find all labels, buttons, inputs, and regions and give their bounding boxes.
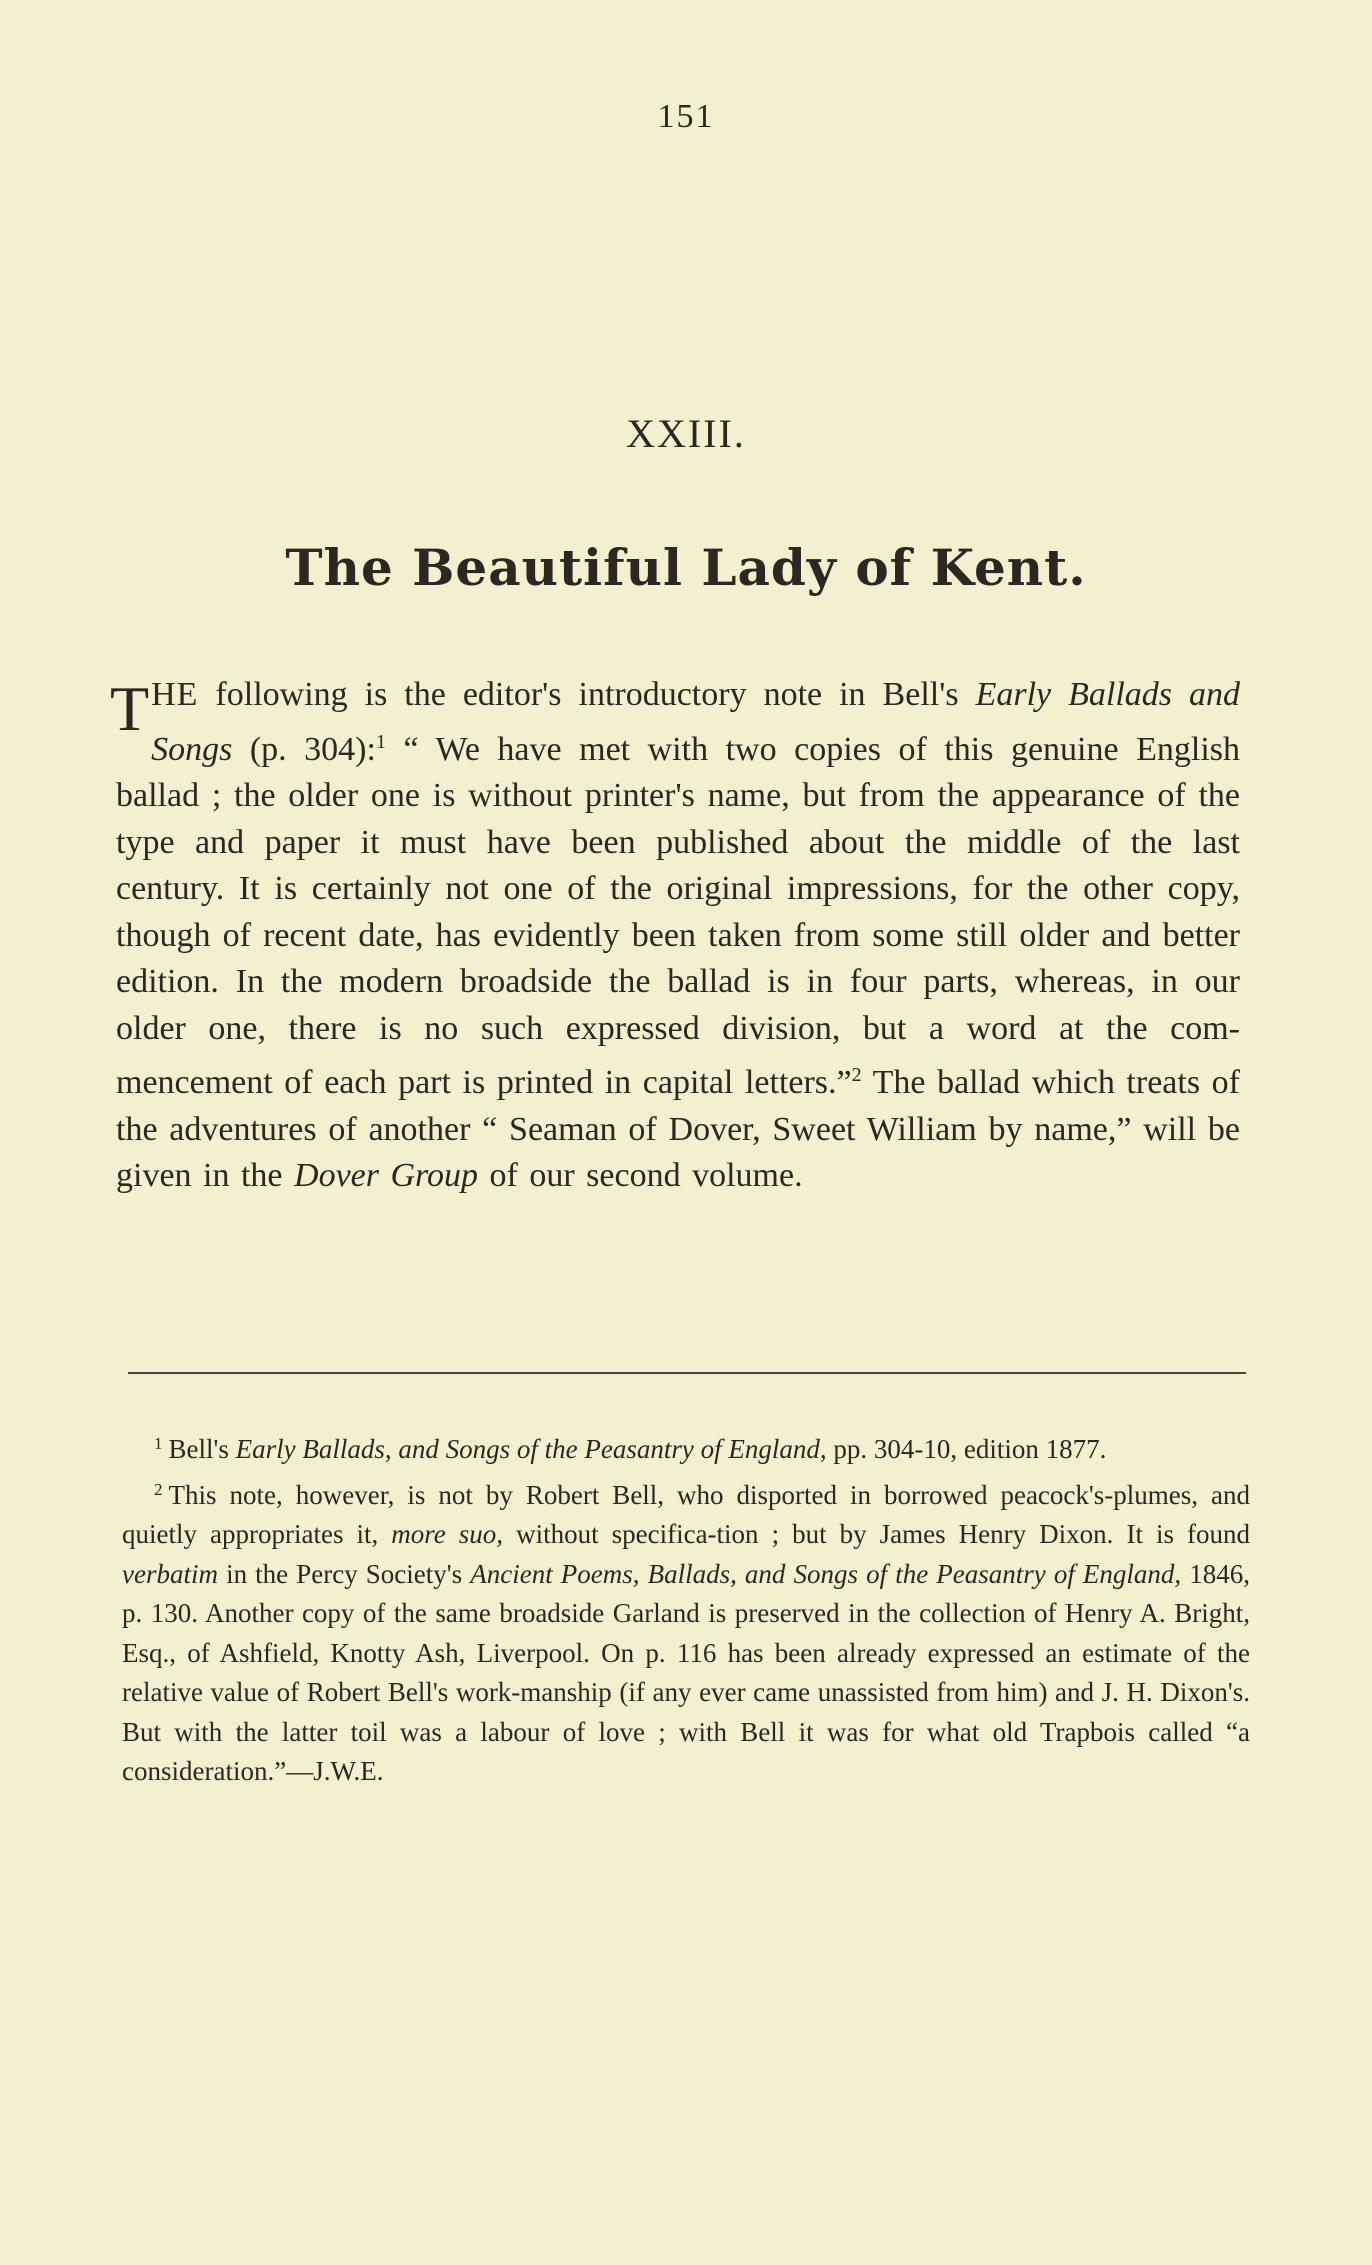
- intro-smallcaps: HE: [151, 676, 199, 713]
- footnote-mark: 2: [154, 1479, 163, 1499]
- footnote-text: This note, however, is not by Robert Bell, who disported in borrowed peacock's-plumes, and quietly appropriates it,: [122, 1479, 1250, 1549]
- page-number: 151: [657, 98, 715, 135]
- footnote-1: [122, 1424, 1250, 1470]
- intro-text-e: of our second volume.: [478, 1157, 803, 1194]
- intro-text-a: following is the editor's introductory note in Bell's: [198, 676, 976, 713]
- footnote-text: in the Percy Society's: [217, 1558, 471, 1589]
- footnote-ref-2: 2: [851, 1064, 862, 1086]
- footnote-ref-1: 1: [375, 730, 386, 753]
- intro-book-title: Early Ballads and Songs: [151, 676, 1241, 768]
- intro-quote: “ We have met with two copies of this genuine English ballad ; the older one is without printer's name, but from the appearance of the type and paper it must have been published about the middle of the last century. It is certainly not one of the original impressions, for the other copy, though of recent date, has evidently been taken from some still older and better edition. In the modern broadside the ballad is in four parts, whereas, in our older one, there is no such expressed division, but a word at the com-mencement of each part is printed in capital letters.”: [116, 730, 1240, 1101]
- footnote-italic: Ancient Poems, Ballads, and Songs of the Peasantry of England,: [470, 1558, 1182, 1589]
- footnote-text: without specifica-tion ; but by James Henry Dixon. It is found: [503, 1519, 1251, 1549]
- footnote-text: Bell's: [168, 1434, 236, 1464]
- footnote-italic: more suo,: [391, 1519, 504, 1549]
- footnote-divider: [128, 1372, 1246, 1374]
- footnote-text: pp. 304-10, edition 1877.: [826, 1434, 1107, 1464]
- footnote-2: [122, 1470, 1250, 1792]
- footnotes: [122, 1424, 1250, 1792]
- footnote-italic: Early Ballads, and Songs of the Peasantry of England,: [235, 1434, 827, 1464]
- footnote-text: 1846, p. 130. Another copy of the same broadside Garland is preserved in the collection of Henry A. Bright, Esq., of Ashfield, Knotty Ash, Liverpool. On p. 116 has been already expressed an estimate of the relative value of Robert Bell's work-manship (if any ever came unassisted from him) and J. H. Dixon's. But with the latter toil was a labour of love ; with Bell it was for what old Trapbois called “a consideration.”—J.W.E.: [122, 1558, 1251, 1786]
- intro-paragraph: [110, 672, 1241, 1200]
- footnote-italic: verbatim: [122, 1558, 218, 1589]
- footnote-mark: 1: [154, 1434, 163, 1453]
- ballad-title: The Beautiful Lady of Kent.: [285, 538, 1087, 597]
- drop-cap: T: [110, 673, 150, 744]
- intro-dover-group: Dover Group: [294, 1157, 479, 1194]
- section-number: XXIII.: [626, 411, 746, 456]
- intro-text-b: (p. 304):: [232, 730, 376, 768]
- intro-text-d: The ballad which treats of the adventures of another “ Seaman of Dover, Sweet William by name,” will be given in the: [116, 1064, 1240, 1194]
